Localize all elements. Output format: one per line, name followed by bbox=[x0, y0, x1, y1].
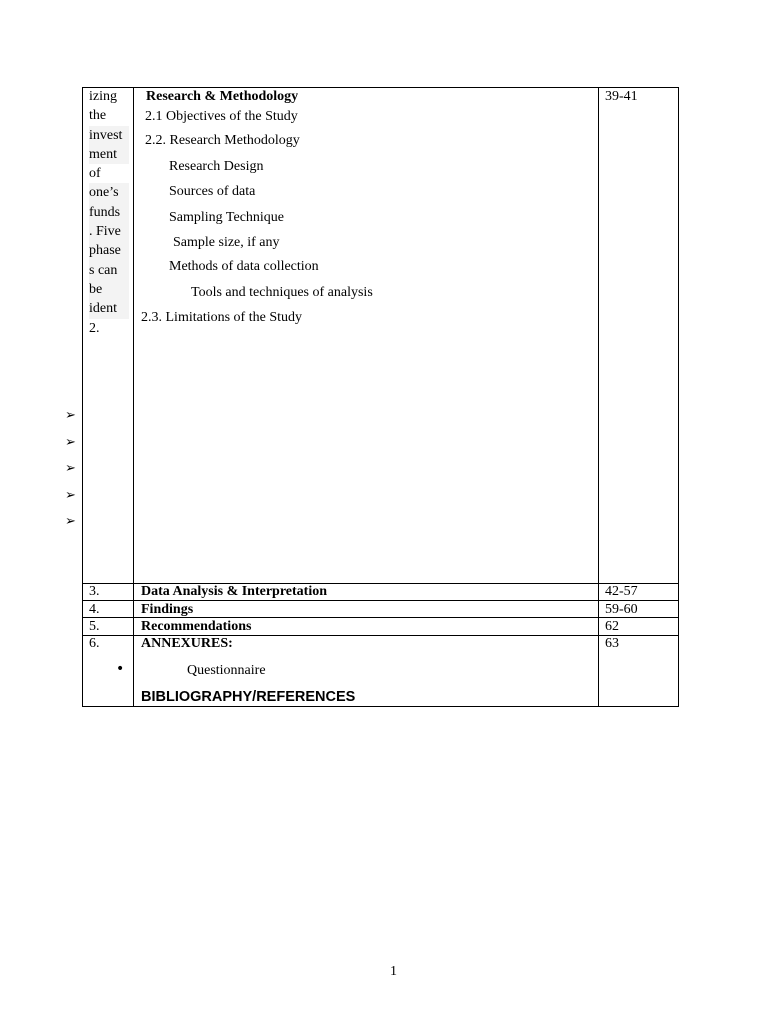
arrow-bullet-icon: ➢ bbox=[65, 435, 76, 450]
page-number: 1 bbox=[390, 964, 397, 979]
toc-subitem: 2.1 Objectives of the Study bbox=[145, 109, 298, 124]
side-text-word: phase bbox=[89, 241, 129, 260]
toc-page-range: 63 bbox=[605, 636, 619, 651]
toc-subitem: Tools and techniques of analysis bbox=[191, 285, 373, 300]
side-text-word: ident bbox=[89, 299, 129, 318]
side-text-word: s can bbox=[89, 261, 129, 280]
column-divider bbox=[598, 87, 599, 707]
side-text-column bbox=[89, 87, 129, 338]
bibliography-heading: BIBLIOGRAPHY/REFERENCES bbox=[141, 689, 356, 705]
arrow-bullet-icon: ➢ bbox=[65, 408, 76, 423]
toc-subitem: Research Design bbox=[169, 159, 264, 174]
table-border-right bbox=[678, 87, 679, 707]
side-text-word: . Five bbox=[89, 222, 129, 241]
toc-row-title: ANNEXURES: bbox=[141, 636, 233, 651]
bullet-icon: • bbox=[116, 661, 125, 677]
side-text-word: one’s bbox=[89, 183, 129, 202]
toc-row-title: Recommendations bbox=[141, 619, 252, 634]
table-border-bottom bbox=[82, 706, 679, 707]
toc-page-range: 39-41 bbox=[605, 89, 638, 104]
toc-row-number: 5. bbox=[89, 619, 100, 634]
toc-page-range: 62 bbox=[605, 619, 619, 634]
toc-row-title: Findings bbox=[141, 602, 194, 617]
toc-row-title: Data Analysis & Interpretation bbox=[141, 584, 328, 599]
side-text-word: be bbox=[89, 280, 129, 299]
toc-subitem: Sampling Technique bbox=[169, 210, 285, 225]
column-divider bbox=[133, 87, 134, 707]
side-text-word: of bbox=[89, 166, 101, 182]
table-border-left bbox=[82, 87, 83, 707]
toc-subitem: 2.2. Research Methodology bbox=[145, 133, 300, 148]
side-text-word: invest bbox=[89, 126, 129, 145]
section-title-research: Research & Methodology bbox=[146, 89, 299, 104]
side-text-word: 2. bbox=[89, 320, 100, 336]
side-text-word: ment bbox=[89, 145, 129, 164]
arrow-bullet-icon: ➢ bbox=[65, 461, 76, 476]
toc-page-range: 59-60 bbox=[605, 602, 638, 617]
arrow-bullet-icon: ➢ bbox=[65, 488, 76, 503]
toc-page-range: 42-57 bbox=[605, 584, 638, 599]
side-text-word: funds bbox=[89, 203, 129, 222]
toc-subitem: Sample size, if any bbox=[173, 235, 280, 250]
arrow-bullet-icon: ➢ bbox=[65, 514, 76, 529]
side-text-word: the bbox=[89, 108, 107, 124]
toc-row-number: 4. bbox=[89, 602, 100, 617]
toc-subitem: Sources of data bbox=[169, 184, 256, 199]
toc-subitem: 2.3. Limitations of the Study bbox=[141, 310, 302, 325]
side-text-word: izing bbox=[89, 89, 117, 104]
toc-row-number: 3. bbox=[89, 584, 100, 599]
toc-subitem: Methods of data collection bbox=[169, 259, 319, 274]
toc-row-number: 6. bbox=[89, 636, 100, 651]
annex-item-questionnaire: Questionnaire bbox=[187, 663, 266, 678]
